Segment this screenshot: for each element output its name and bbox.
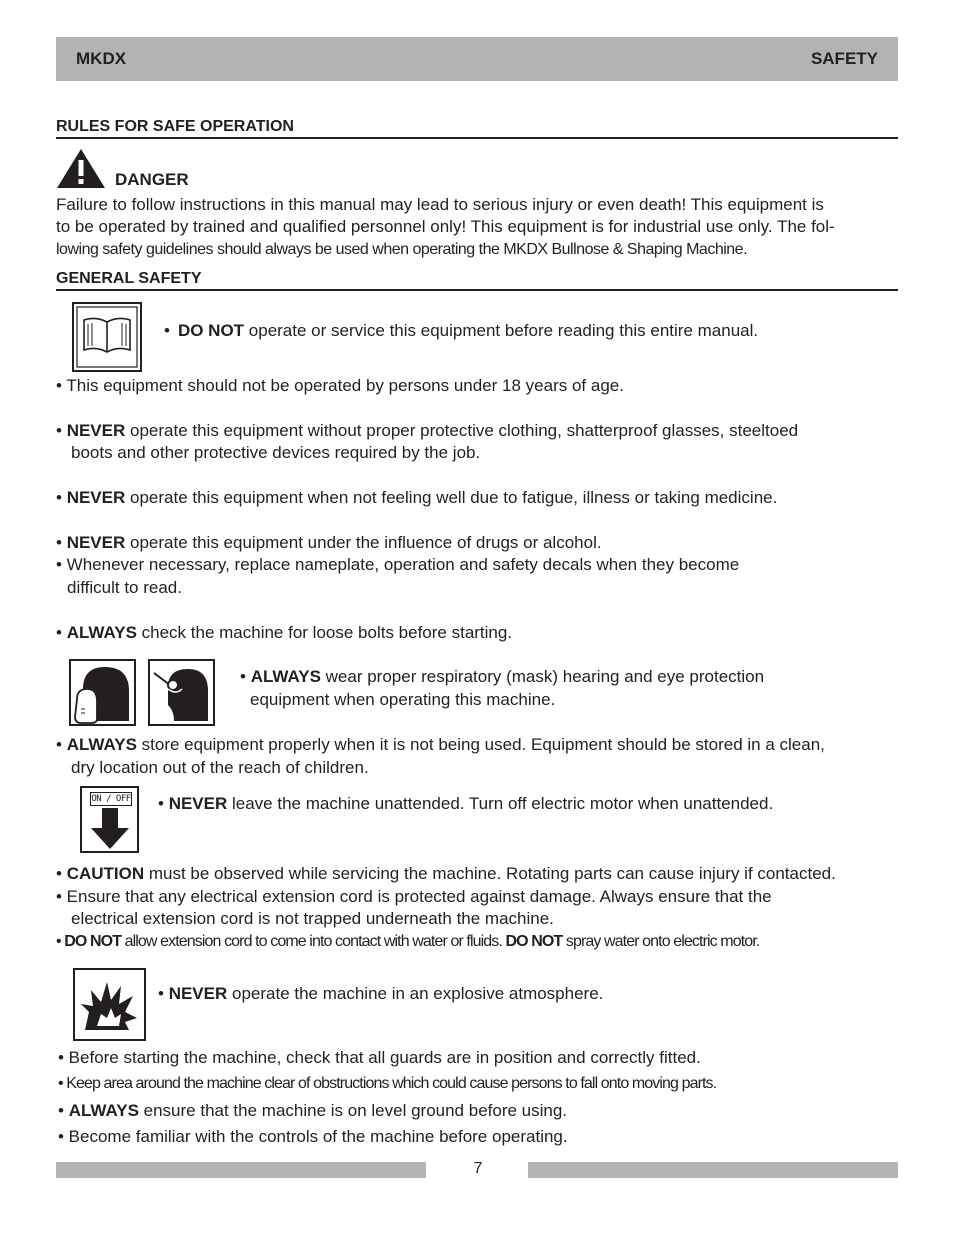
item-caution: • CAUTION must be observed while servicing the machine. Rotating parts can cause injury if contacted. bbox=[56, 864, 836, 883]
item-cord-cont: electrical extension cord is not trapped underneath the machine. bbox=[71, 909, 554, 928]
header-section: SAFETY bbox=[810, 49, 878, 68]
onoff-label: ON / OFF bbox=[91, 794, 131, 804]
item-clothing: • NEVER operate this equipment without proper protective clothing, shatterproof glasses, steeltoed bbox=[56, 421, 799, 440]
item-level: • ALWAYS ensure that the machine is on level ground before using. bbox=[58, 1101, 568, 1120]
item-unattended: • NEVER leave the machine unattended. Turn off electric motor when unattended. bbox=[158, 794, 774, 813]
respirator-mask-icon bbox=[69, 659, 136, 726]
item-fatigue: • NEVER operate this equipment when not feeling well due to fatigue, illness or taking medicine. bbox=[56, 488, 778, 507]
page-number: 7 bbox=[473, 1160, 483, 1177]
item-guards: • Before starting the machine, check that all guards are in position and correctly fitted. bbox=[58, 1048, 701, 1067]
general-safety-heading: GENERAL SAFETY bbox=[56, 270, 898, 291]
item-water: • DO NOT allow extension cord to come into contact with water or fluids. DO NOT spray water onto electric motor. bbox=[56, 933, 760, 950]
item-controls: • Become familiar with the controls of the machine before operating. bbox=[58, 1127, 568, 1146]
warning-triangle-icon bbox=[56, 148, 106, 189]
item-manual: • DO NOT operate or service this equipment before reading this entire manual. bbox=[164, 321, 759, 340]
item-bolts: • ALWAYS check the machine for loose bolts before starting. bbox=[56, 623, 513, 642]
header-model: MKDX bbox=[76, 49, 127, 68]
item-cord: • Ensure that any electrical extension cord is protected against damage. Always ensure that the bbox=[56, 887, 772, 906]
page-header bbox=[56, 37, 898, 81]
danger-label: DANGER bbox=[115, 170, 189, 189]
item-ppe-cont: equipment when operating this machine. bbox=[250, 690, 556, 709]
explosion-icon bbox=[73, 968, 146, 1041]
face-shield-icon bbox=[148, 659, 215, 726]
footer-bar-right bbox=[528, 1162, 898, 1178]
danger-line-3: lowing safety guidelines should always be used when operating the MKDX Bullnose & Shaping Machine. bbox=[56, 241, 748, 258]
item-clothing-cont: boots and other protective devices required by the job. bbox=[71, 443, 481, 462]
rules-heading: RULES FOR SAFE OPERATION bbox=[56, 118, 898, 139]
read-manual-icon bbox=[72, 302, 142, 372]
item-decals-cont: difficult to read. bbox=[67, 578, 182, 597]
item-age: • This equipment should not be operated by persons under 18 years of age. bbox=[56, 376, 624, 395]
item-decals: • Whenever necessary, replace nameplate, operation and safety decals when they become bbox=[56, 555, 740, 574]
item-storage: • ALWAYS store equipment properly when it is not being used. Equipment should be stored in a clean, bbox=[56, 735, 825, 754]
item-ppe: • ALWAYS wear proper respiratory (mask) hearing and eye protection bbox=[240, 667, 765, 686]
item-drugs: • NEVER operate this equipment under the influence of drugs or alcohol. bbox=[56, 533, 602, 552]
item-storage-cont: dry location out of the reach of children. bbox=[71, 758, 369, 777]
danger-line-1: Failure to follow instructions in this manual may lead to serious injury or even death! This equipment is bbox=[56, 195, 824, 214]
footer-bar-left bbox=[56, 1162, 426, 1178]
item-explosive: • NEVER operate the machine in an explosive atmosphere. bbox=[158, 984, 604, 1003]
item-obstructions: • Keep area around the machine clear of obstructions which could cause persons to fall onto moving parts. bbox=[58, 1075, 717, 1092]
danger-line-2: to be operated by trained and qualified personnel only! This equipment is for industrial use only. The fol- bbox=[56, 217, 835, 236]
power-off-arrow-icon bbox=[80, 786, 139, 853]
